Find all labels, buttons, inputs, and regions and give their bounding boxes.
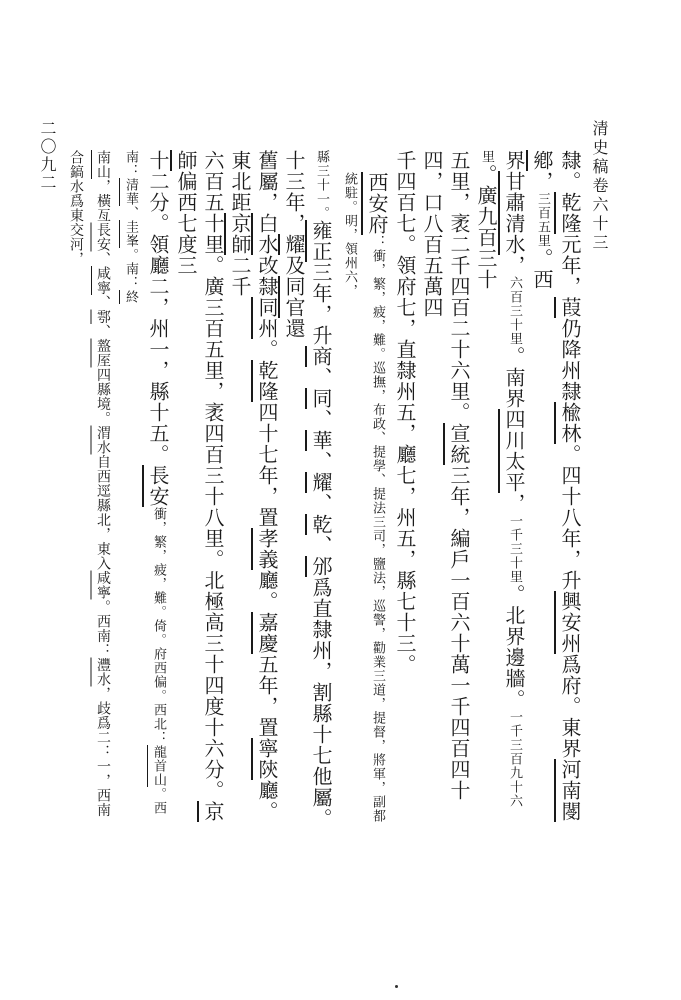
text-column: [226, 150, 280, 830]
proper-name: 嘉慶: [255, 612, 279, 654]
proper-name: 河南閿鄕: [530, 150, 582, 822]
proper-name: 鎬水: [68, 164, 84, 194]
header-title: 清史稿卷六十三: [590, 120, 609, 253]
text-segment: 爲直隸州，割縣十七他屬。十三年，: [282, 150, 333, 829]
proper-name: 乾隆: [558, 192, 582, 234]
text-segment: 還: [282, 318, 306, 339]
text-segment: 五年，置: [255, 654, 279, 738]
text-segment: 。: [255, 339, 279, 360]
text-segment: 廳。: [255, 570, 279, 612]
proper-name: 邠: [309, 556, 333, 577]
text-segment: 界: [502, 150, 526, 171]
text-segment: 四十七年，置: [255, 402, 279, 528]
proper-name: 葭: [558, 297, 582, 318]
text-segment: 、: [309, 535, 333, 556]
proper-name: 清水: [502, 213, 526, 255]
text-column: [391, 150, 418, 830]
text-segment: 偏西七度三: [174, 171, 198, 276]
proper-name: 咸寧: [95, 570, 111, 600]
proper-name: 長安: [146, 465, 170, 507]
print-speck: [395, 985, 398, 988]
proper-name: 同官: [282, 276, 306, 318]
proper-name: 京師: [174, 150, 225, 822]
proper-name: 太平: [502, 451, 526, 493]
text-column: [65, 150, 116, 830]
text-segment: ，橫亙: [95, 179, 111, 223]
text-segment: 舊屬，: [255, 150, 279, 213]
proper-name: 盩厔: [95, 338, 111, 368]
text-segment: 三年，編戶一百六十萬一千四百四十四，口八百五萬四: [420, 150, 471, 801]
annotation-text: 六百三十里: [507, 276, 522, 346]
proper-name: 興安州: [558, 591, 582, 654]
text-segment: 。西: [530, 248, 554, 290]
page-number: 二〇九二: [38, 120, 57, 192]
text-segment: 爲府。: [558, 654, 582, 717]
proper-name: 耀: [309, 472, 333, 493]
text-column: [472, 150, 528, 830]
proper-name: 長安: [95, 222, 111, 252]
annotation-text: 縣三十一。: [314, 150, 329, 220]
text-segment: 。廣九百三十: [474, 164, 498, 290]
text-segment: 四縣境。: [95, 367, 111, 426]
annotation-text: 一千三十里: [507, 514, 522, 584]
text-segment: 改隸: [255, 255, 279, 297]
text-segment: 廳。東北距: [228, 150, 279, 822]
annotation-text: 、: [123, 206, 138, 220]
proper-name: 商: [309, 346, 333, 367]
proper-name: 南山: [95, 150, 111, 179]
text-segment: 六百五十里。廣三百五里，袤四百三十八里。北極高三十四度十六分。: [201, 150, 225, 801]
proper-name: 渭水: [95, 425, 111, 455]
text-segment: 及: [282, 255, 306, 276]
annotation-text: 一千三百九十六里: [479, 150, 522, 808]
proper-name: 同州: [255, 297, 279, 339]
annotation-text: 三百五里: [535, 192, 550, 248]
proper-name: 乾隆: [255, 360, 279, 402]
text-segment: ，歧爲二：一，西南合: [68, 150, 111, 817]
proper-name: 孝義: [255, 528, 279, 570]
vertical-text-body: [65, 150, 583, 830]
text-segment: 。四十八年，升: [558, 444, 582, 591]
text-segment: 、: [95, 324, 111, 339]
proper-name: 乾: [309, 514, 333, 535]
proper-name: 四川: [502, 409, 526, 451]
text-column: [116, 150, 172, 830]
text-column: [280, 150, 335, 830]
text-segment: 爲: [68, 193, 84, 208]
proper-name: 寧陝: [255, 738, 279, 780]
text-segment: ，: [530, 171, 554, 192]
proper-name: 白水: [255, 213, 279, 255]
text-segment: 、: [309, 451, 333, 472]
text-segment: ，: [68, 251, 84, 266]
text-segment: 自西逕縣北，東入: [95, 454, 111, 571]
proper-name: 終: [123, 290, 138, 304]
proper-name: 咸寧: [95, 266, 111, 295]
proper-name: 同: [309, 388, 333, 409]
text-segment: 。南界: [502, 346, 526, 409]
text-column: [528, 150, 583, 830]
text-column: [418, 150, 472, 830]
text-segment: 。西南：: [95, 599, 111, 658]
text-segment: 。北界邊牆。: [502, 584, 526, 710]
text-column: [172, 150, 226, 830]
text-column: [335, 150, 391, 830]
proper-name: 清華: [123, 178, 138, 206]
annotation-text: 。西南：: [123, 150, 166, 815]
text-segment: 二千: [228, 255, 252, 297]
text-segment: 五里，袤二千四百二十六里。: [447, 150, 471, 423]
text-segment: 隸。: [558, 150, 582, 192]
annotation-text: 衝，繁，疲，難。倚。府西偏。西北：: [151, 507, 166, 745]
text-segment: 、: [309, 367, 333, 388]
text-segment: 元年，: [558, 234, 582, 297]
proper-name: 宣統: [447, 423, 471, 465]
proper-name: 耀: [282, 234, 306, 255]
text-segment: 仍降州隸: [558, 318, 582, 402]
proper-name: 鄠: [95, 309, 111, 324]
text-segment: 十二分。領廳二，州一，縣十五。: [146, 150, 170, 465]
text-segment: 、: [309, 409, 333, 430]
proper-name: 東交河: [68, 208, 84, 252]
text-segment: 、: [95, 251, 111, 266]
annotation-text: ：衝，繁，疲，難。巡撫，布政、提學、提法三司，鹽法，巡警，勸業三道，提督，將軍，副都統駐。明，領州六，: [342, 172, 385, 823]
proper-name: 甘肅: [502, 171, 526, 213]
proper-name: 楡林: [558, 402, 582, 444]
proper-name: 雍正: [309, 220, 333, 262]
text-segment: 三年，升: [309, 262, 333, 346]
proper-name: 灃水: [95, 657, 111, 687]
annotation-text: 。南：: [123, 248, 138, 290]
text-segment: 、: [309, 493, 333, 514]
proper-name: 圭峯: [123, 220, 138, 248]
proper-name: 京師: [228, 213, 252, 255]
proper-name: 華: [309, 430, 333, 451]
text-segment: ，: [502, 493, 526, 514]
text-segment: ，: [502, 255, 526, 276]
text-segment: 千四百七。領府七，直隸州五，廳七，州五，縣七十三。: [393, 150, 417, 675]
text-segment: 東界: [558, 717, 582, 759]
text-segment: 、: [95, 295, 111, 310]
proper-name: 西安府: [365, 172, 389, 235]
proper-name: 龍首山: [151, 745, 166, 787]
